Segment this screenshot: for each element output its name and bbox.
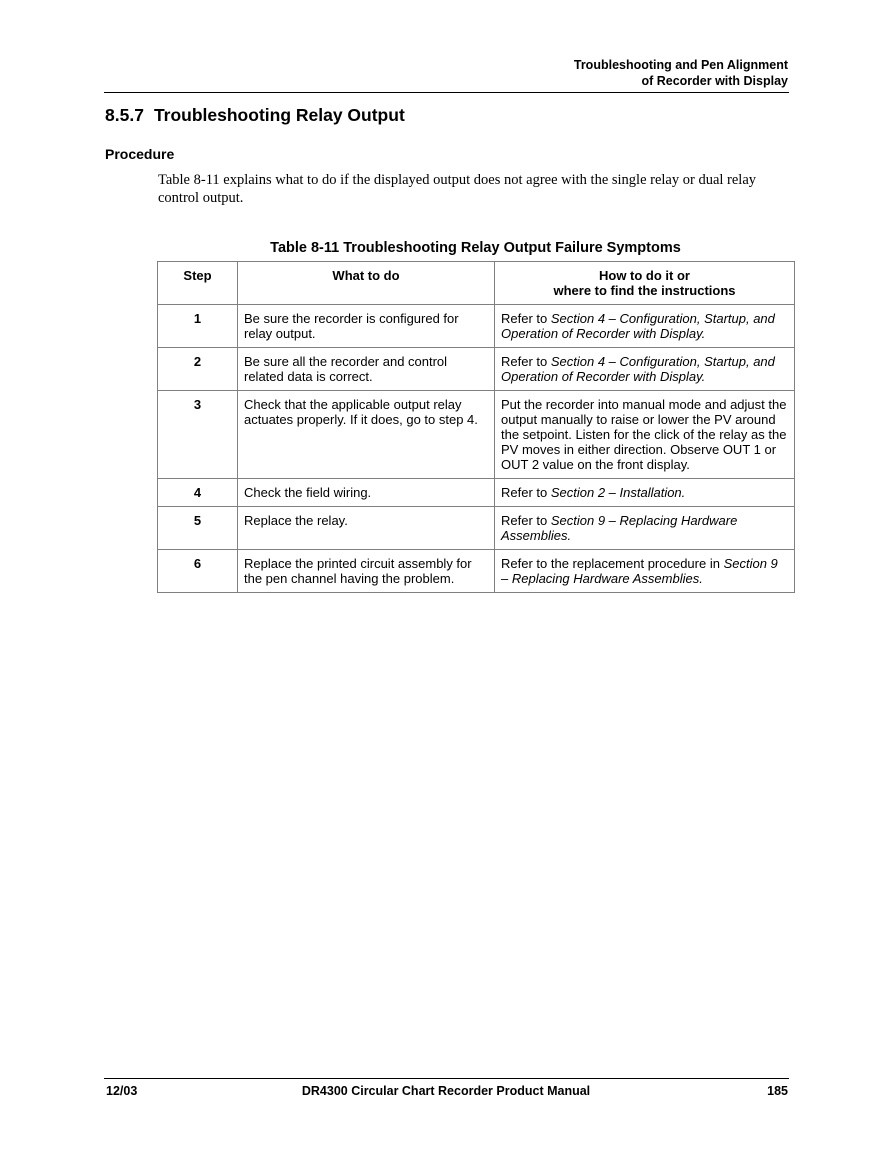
footer-page-number: 185 [767, 1084, 788, 1098]
running-header-line1: Troubleshooting and Pen Alignment [573, 58, 788, 72]
how-text: Refer to [501, 513, 551, 528]
section-title [105, 105, 405, 126]
section-title-text: Troubleshooting Relay Output [153, 105, 405, 125]
footer-manual-title: DR4300 Circular Chart Recorder Product Manual [301, 1084, 591, 1098]
header-how-line1: How to do it or [599, 268, 690, 283]
header-rule [104, 92, 789, 93]
step-cell: 5 [158, 507, 238, 550]
intro-paragraph: Table 8-11 explains what to do if the displayed output does not agree with the single relay or dual relay control output. [158, 172, 757, 206]
table-row [158, 305, 795, 348]
how-text: Refer to [501, 354, 551, 369]
header-step: Step [158, 262, 238, 305]
running-header-line2: of Recorder with Display [641, 74, 788, 88]
how-text: Refer to [501, 485, 551, 500]
step-cell: 1 [158, 305, 238, 348]
how-text: Refer to [501, 311, 551, 326]
table-row [158, 348, 795, 391]
table-row [158, 479, 795, 507]
how-reference: Section 9 – Replacing Hardware Assemblies. [501, 556, 778, 586]
how-text: Put the recorder into manual mode and adjust the output manually to raise or lower the PV around the setpoint. Listen for the click of the relay as the PV moves in either direction. Observe OUT 1 or OUT 2 value on the front display. [501, 397, 787, 472]
header-what: What to do [238, 262, 495, 305]
what-cell: Replace the printed circuit assembly for the pen channel having the problem. [238, 550, 495, 593]
step-cell: 2 [158, 348, 238, 391]
how-reference: Section 9 – Replacing Hardware Assemblies. [501, 513, 738, 543]
what-cell: Check that the applicable output relay actuates properly. If it does, go to step 4. [238, 391, 495, 479]
procedure-heading: Procedure [105, 146, 175, 162]
how-cell [495, 391, 795, 479]
header-how-line2: where to find the instructions [553, 283, 736, 298]
what-cell: Be sure all the recorder and control related data is correct. [238, 348, 495, 391]
what-cell: Be sure the recorder is configured for relay output. [238, 305, 495, 348]
step-cell: 3 [158, 391, 238, 479]
table-caption: Table 8-11 Troubleshooting Relay Output Failure Symptoms [270, 240, 681, 256]
step-cell: 4 [158, 479, 238, 507]
how-reference: Section 4 – Configuration, Startup, and Operation of Recorder with Display. [501, 311, 775, 341]
how-reference: Section 2 – Installation. [550, 485, 686, 500]
what-cell: Replace the relay. [238, 507, 495, 550]
table-row [158, 507, 795, 550]
how-text: Refer to the replacement procedure in [501, 556, 724, 571]
how-cell [495, 348, 795, 391]
what-cell: Check the field wiring. [238, 479, 495, 507]
table-row [158, 391, 795, 479]
how-cell [495, 305, 795, 348]
header-how [495, 262, 795, 305]
troubleshooting-table [157, 261, 795, 593]
table-row [158, 550, 795, 593]
step-cell: 6 [158, 550, 238, 593]
table-header-row [158, 262, 795, 305]
how-cell [495, 507, 795, 550]
section-number: 8.5.7 [105, 105, 144, 125]
footer-date: 12/03 [106, 1084, 138, 1098]
footer-rule [104, 1078, 789, 1079]
how-cell [495, 550, 795, 593]
running-header [574, 57, 788, 89]
how-cell [495, 479, 795, 507]
how-reference: Section 4 – Configuration, Startup, and Operation of Recorder with Display. [501, 354, 775, 384]
